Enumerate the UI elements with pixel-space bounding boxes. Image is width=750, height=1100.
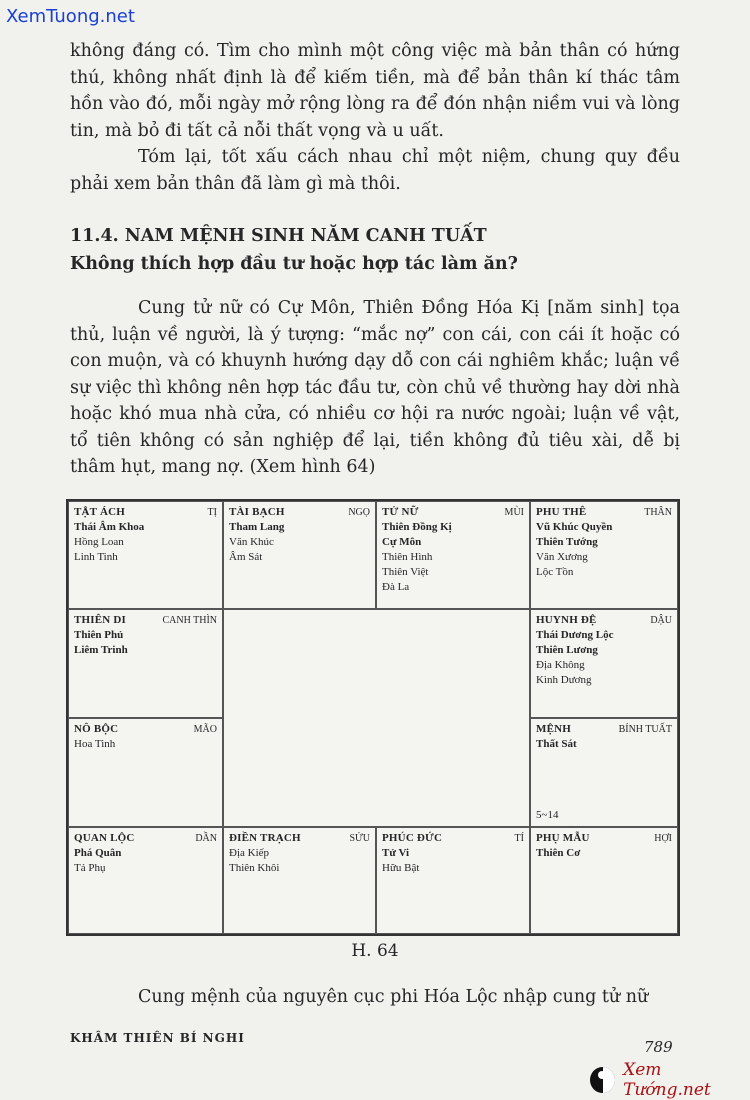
palace-cell — [376, 827, 530, 934]
palace-branch: DẦN — [195, 833, 217, 844]
star: Thiên Cơ — [536, 847, 581, 859]
star: Tham Lang — [229, 521, 285, 533]
star: Địa Không — [536, 659, 585, 671]
star: Hoa Tinh — [74, 738, 116, 750]
palace-name: PHÚC ĐỨC — [382, 832, 443, 844]
palace-branch: BÍNH TUẤT — [618, 724, 672, 735]
star: Vũ Khúc Quyền — [536, 521, 613, 533]
star: Thiên Tướng — [536, 536, 598, 548]
palace-name: TỬ NỮ — [382, 506, 419, 518]
star: Thiên Việt — [382, 566, 429, 578]
palace-branch: CANH THÌN — [162, 615, 217, 626]
yin-yang-icon — [590, 1067, 615, 1093]
palace-branch: NGỌ — [348, 507, 370, 518]
palace-branch: SỬU — [349, 833, 370, 844]
logo-text: Xem Tướng.net — [623, 1060, 711, 1100]
palace-cell — [530, 718, 678, 827]
palace-branch: MÙI — [504, 507, 524, 518]
palace-branch: MÃO — [193, 724, 217, 735]
star: Văn Khúc — [229, 536, 274, 548]
paragraph-2: Tóm lại, tốt xấu cách nhau chỉ một niệm, chung quy đều phải xem bản thân đã làm gì mà thôi. — [70, 147, 680, 194]
page-number: 789 — [644, 1038, 673, 1056]
palace-cell — [68, 501, 223, 609]
section-subheading: Không thích hợp đầu tư hoặc hợp tác làm ăn? — [70, 254, 518, 274]
palace-name: QUAN LỘC — [74, 832, 135, 844]
palace-branch: HỢI — [654, 833, 672, 844]
horoscope-chart — [66, 499, 680, 936]
palace-name: MỆNH — [536, 723, 572, 735]
star: Âm Sát — [229, 551, 263, 563]
palace-cell — [530, 827, 678, 934]
chart-center — [223, 609, 530, 827]
star: Thiên Phủ — [74, 629, 124, 641]
star: Tả Phụ — [74, 862, 106, 874]
star: Kình Dương — [536, 674, 592, 686]
star: Đà La — [382, 581, 410, 593]
palace-name: PHU THÊ — [536, 506, 587, 518]
site-watermark: XemTuong.net — [6, 6, 135, 27]
star: Văn Xương — [536, 551, 588, 563]
star: Linh Tinh — [74, 551, 118, 563]
star: Phá Quân — [74, 847, 122, 859]
star: Thất Sát — [536, 738, 577, 750]
site-logo — [590, 1060, 750, 1100]
palace-cell — [223, 501, 376, 609]
palace-cell — [68, 718, 223, 827]
star: Tử Vi — [382, 847, 410, 859]
star: Lộc Tồn — [536, 566, 574, 578]
star: Liêm Trinh — [74, 644, 128, 656]
palace-name: ĐIỀN TRẠCH — [229, 832, 301, 844]
paragraph-1: không đáng có. Tìm cho mình một công việc mà bản thân có hứng thú, không nhất định là để kiếm tiền, mà để bản thân kí thác tâm hồn vào đó, mỗi ngày mở rộng lòng ra để đón nhận niềm vui và lòng tin, mà bỏ đi tất cả nỗi thất vọng và u uất. — [70, 41, 680, 141]
figure-caption: H. 64 — [351, 941, 399, 961]
book-title-footer: KHÂM THIÊN BÍ NGHI — [70, 1031, 245, 1045]
palace-branch: THÂN — [644, 507, 672, 518]
palace-cell — [68, 827, 223, 934]
age-range: 5~14 — [536, 809, 559, 821]
palace-name: TÀI BẠCH — [229, 506, 285, 518]
section-heading: 11.4. NAM MỆNH SINH NĂM CANH TUẤT — [70, 226, 487, 246]
palace-name: THIÊN DI — [74, 614, 127, 626]
star: Địa Kiếp — [229, 847, 270, 859]
palace-cell — [376, 501, 530, 609]
paragraph-4: Cung mệnh của nguyên cục phi Hóa Lộc nhập cung tử nữ — [138, 987, 649, 1007]
palace-name: PHỤ MẪU — [536, 832, 590, 844]
palace-cell — [68, 609, 223, 718]
star: Hồng Loan — [74, 536, 124, 548]
star: Hữu Bật — [382, 862, 420, 874]
paragraph-3: Cung tử nữ có Cự Môn, Thiên Đồng Hóa Kị [năm sinh] tọa thủ, luận về người, là ý tượng: “mắc nợ” con cái, con cái ít hoặc có con muộn, và có khuynh hướng dạy dỗ con cái nghiêm khắc; luận về sự việc thì không nên hợp tác đầu tư, còn chủ về thường hay dời nhà hoặc khó mua nhà cửa, có nhiều cơ hội ra nước ngoài; luận về vật, tổ tiên không có sản nghiệp để lại, tiền không đủ tiêu xài, dễ bị thâm hụt, mang nợ. (Xem hình 64) — [70, 298, 680, 477]
palace-name: NÔ BỘC — [74, 723, 119, 735]
palace-cell — [223, 827, 376, 934]
palace-branch: TÍ — [514, 833, 524, 844]
star: Thiên Đồng Kị — [382, 521, 452, 533]
star: Cự Môn — [382, 536, 422, 548]
star: Thái Âm Khoa — [74, 521, 145, 533]
palace-cell — [530, 609, 678, 718]
palace-branch: DẬU — [650, 615, 672, 626]
star: Thái Dương Lộc — [536, 629, 614, 641]
star: Thiên Lương — [536, 644, 598, 656]
palace-cell — [530, 501, 678, 609]
palace-name: HUYNH ĐỆ — [536, 614, 597, 626]
star: Thiên Hình — [382, 551, 433, 563]
palace-branch: TỊ — [207, 507, 217, 518]
star: Thiên Khôi — [229, 862, 280, 874]
palace-name: TẬT ÁCH — [74, 506, 126, 518]
